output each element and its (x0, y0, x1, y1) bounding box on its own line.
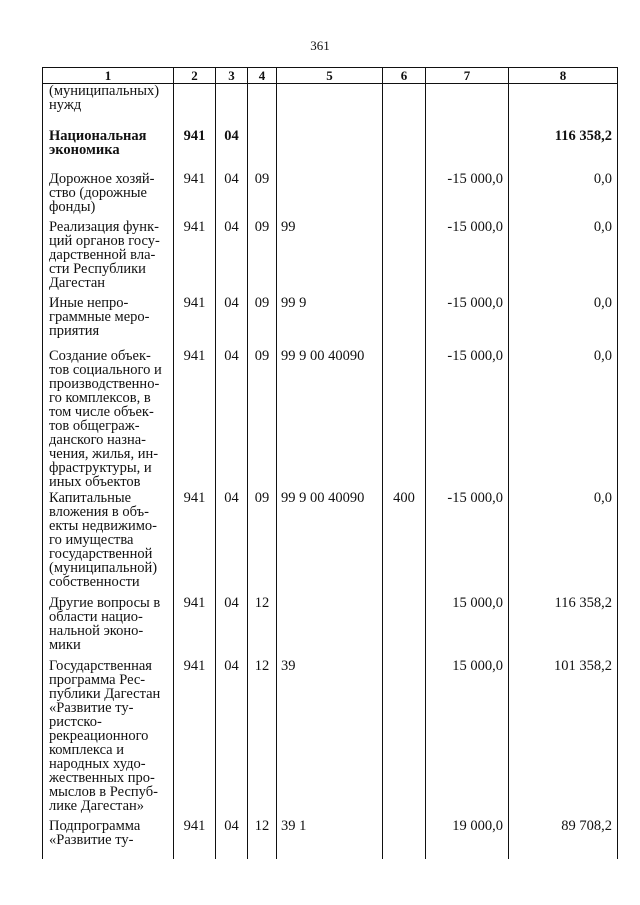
section-code-cell: 04 (216, 596, 248, 659)
change-amount-cell: -15 000,0 (426, 220, 509, 296)
column-header: 2 (174, 68, 216, 84)
section-code-cell: 04 (216, 220, 248, 296)
column-header: 1 (43, 68, 174, 84)
target-article-cell: 99 9 (277, 296, 383, 349)
subsection-code-cell (248, 84, 277, 129)
table-row (43, 596, 618, 659)
total-amount-cell: 0,0 (509, 296, 618, 349)
expense-type-cell (383, 596, 426, 659)
table-row (43, 84, 618, 129)
target-article-cell: 99 (277, 220, 383, 296)
page-number: 361 (310, 38, 330, 53)
section-code-cell: 04 (216, 491, 248, 596)
subsection-code-cell: 09 (248, 349, 277, 491)
expense-type-cell: 400 (383, 491, 426, 596)
subsection-code-cell: 09 (248, 296, 277, 349)
item-name-cell: Создание объек- тов социального и производственно- го комплексов, в том числе объек- тов общеграж- данского назна- чения, жилья, ин- фраструктуры, и иных объектов (43, 349, 174, 491)
item-name-cell: Иные непро- граммные меро- приятия (43, 296, 174, 349)
item-name-cell: Реализация функ- ций органов госу- дарственной вла- сти Республики Дагестан (43, 220, 174, 296)
subsection-code-cell: 12 (248, 819, 277, 859)
section-code-cell: 04 (216, 129, 248, 172)
change-amount-cell: -15 000,0 (426, 349, 509, 491)
expense-type-cell (383, 220, 426, 296)
table-row (43, 819, 618, 859)
change-amount-cell: -15 000,0 (426, 172, 509, 220)
table-row (43, 172, 618, 220)
item-name-cell: Национальная экономика (43, 129, 174, 172)
item-name-cell: (муниципальных) нужд (43, 84, 174, 129)
item-name-cell: Капитальные вложения в объ- екты недвижимо- го имущества государственной (муниципальной) собственности (43, 491, 174, 596)
subsection-code-cell: 12 (248, 659, 277, 819)
item-name-cell: Дорожное хозяй- ство (дорожные фонды) (43, 172, 174, 220)
target-article-cell: 99 9 00 40090 (277, 491, 383, 596)
table-row (43, 659, 618, 819)
section-code-cell: 04 (216, 296, 248, 349)
ministry-code-cell: 941 (174, 220, 216, 296)
column-header-row (43, 68, 618, 84)
total-amount-cell: 0,0 (509, 491, 618, 596)
column-header: 5 (277, 68, 383, 84)
table-row (43, 349, 618, 491)
total-amount-cell: 101 358,2 (509, 659, 618, 819)
total-amount-cell: 0,0 (509, 220, 618, 296)
expense-type-cell (383, 172, 426, 220)
target-article-cell (277, 172, 383, 220)
total-amount-cell (509, 84, 618, 129)
table-row (43, 296, 618, 349)
budget-table (42, 67, 618, 859)
target-article-cell (277, 129, 383, 172)
change-amount-cell: -15 000,0 (426, 491, 509, 596)
section-code-cell: 04 (216, 819, 248, 859)
ministry-code-cell: 941 (174, 596, 216, 659)
table-body (43, 84, 618, 859)
table-row (43, 220, 618, 296)
total-amount-cell: 0,0 (509, 172, 618, 220)
change-amount-cell (426, 84, 509, 129)
column-header: 7 (426, 68, 509, 84)
expense-type-cell (383, 349, 426, 491)
column-header: 3 (216, 68, 248, 84)
table-row (43, 491, 618, 596)
item-name-cell: Другие вопросы в области нацио- нальной эконо- мики (43, 596, 174, 659)
change-amount-cell (426, 129, 509, 172)
total-amount-cell: 116 358,2 (509, 596, 618, 659)
change-amount-cell: 15 000,0 (426, 596, 509, 659)
total-amount-cell: 89 708,2 (509, 819, 618, 859)
ministry-code-cell (174, 84, 216, 129)
section-code-cell (216, 84, 248, 129)
expense-type-cell (383, 659, 426, 819)
subsection-code-cell: 09 (248, 220, 277, 296)
target-article-cell: 39 1 (277, 819, 383, 859)
change-amount-cell: -15 000,0 (426, 296, 509, 349)
column-header: 4 (248, 68, 277, 84)
target-article-cell: 99 9 00 40090 (277, 349, 383, 491)
section-code-cell: 04 (216, 349, 248, 491)
item-name-cell: Подпрограмма «Развитие ту- (43, 819, 174, 859)
ministry-code-cell: 941 (174, 349, 216, 491)
subsection-code-cell: 09 (248, 491, 277, 596)
total-amount-cell: 116 358,2 (509, 129, 618, 172)
expense-type-cell (383, 84, 426, 129)
subsection-code-cell: 12 (248, 596, 277, 659)
expense-type-cell (383, 129, 426, 172)
item-name-cell: Государственная программа Рес- публики Дагестан «Развитие ту- ристско- рекреационного комплекса и народных худо- жественных про- мыслов в Респуб- лике Дагестан» (43, 659, 174, 819)
target-article-cell: 39 (277, 659, 383, 819)
subsection-code-cell (248, 129, 277, 172)
expense-type-cell (383, 296, 426, 349)
column-header: 8 (509, 68, 618, 84)
change-amount-cell: 15 000,0 (426, 659, 509, 819)
section-code-cell: 04 (216, 172, 248, 220)
target-article-cell (277, 596, 383, 659)
ministry-code-cell: 941 (174, 819, 216, 859)
ministry-code-cell: 941 (174, 659, 216, 819)
subsection-code-cell: 09 (248, 172, 277, 220)
total-amount-cell: 0,0 (509, 349, 618, 491)
expense-type-cell (383, 819, 426, 859)
ministry-code-cell: 941 (174, 172, 216, 220)
section-code-cell: 04 (216, 659, 248, 819)
target-article-cell (277, 84, 383, 129)
table-row (43, 129, 618, 172)
ministry-code-cell: 941 (174, 129, 216, 172)
column-header: 6 (383, 68, 426, 84)
change-amount-cell: 19 000,0 (426, 819, 509, 859)
ministry-code-cell: 941 (174, 491, 216, 596)
ministry-code-cell: 941 (174, 296, 216, 349)
